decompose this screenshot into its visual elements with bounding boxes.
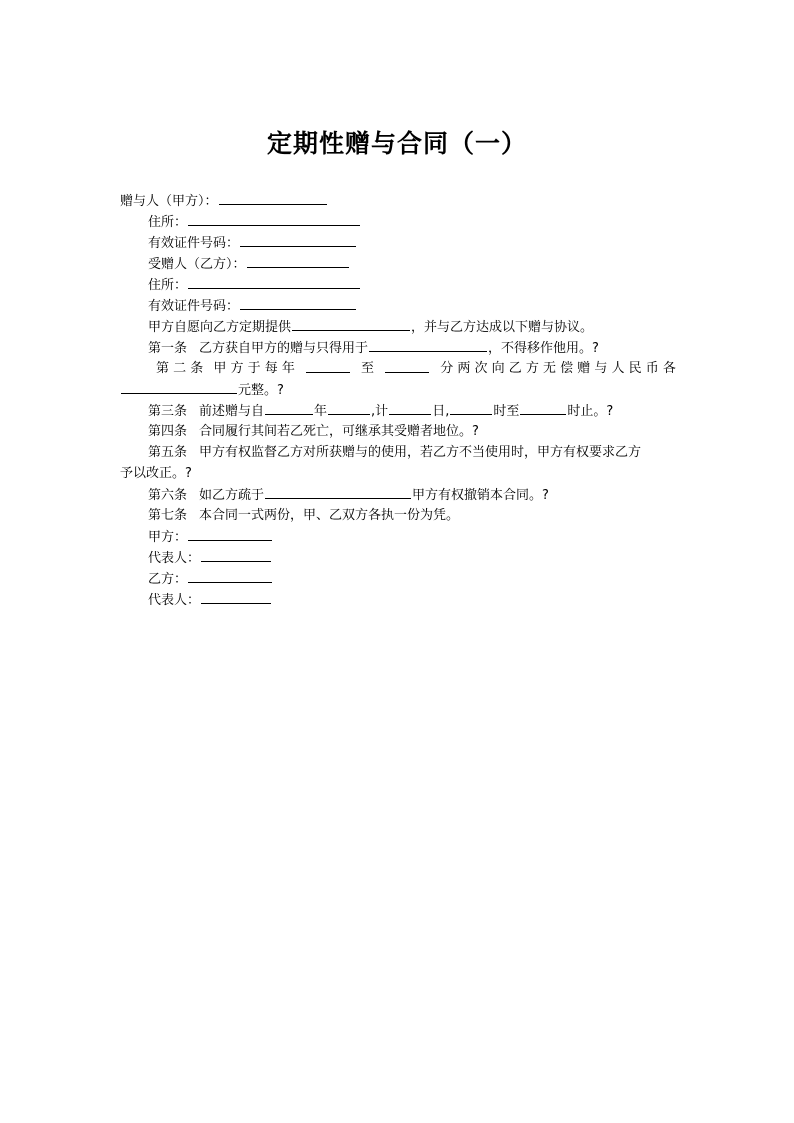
signature-party-a-blank[interactable] [188, 526, 272, 541]
intro-text-b: ，并与乙方达成以下赠与协议。 [411, 320, 594, 335]
article-3-text-f: 时止。? [567, 404, 614, 419]
article-2-blank-1[interactable] [306, 358, 350, 373]
article-3-text-d: 日, [432, 404, 450, 419]
donor-id-blank[interactable] [240, 232, 356, 247]
signature-party-b-label: 乙方： [148, 572, 188, 587]
article-6-text-a: 如乙方疏于 [199, 488, 265, 503]
signature-rep-b-blank[interactable] [201, 589, 271, 604]
article-3-text-a: 前述赠与自 [199, 404, 265, 419]
article-5-text-2: 予以改正。? [120, 466, 192, 481]
article-6-text-b: 甲方有权撤销本合同。? [412, 488, 549, 503]
article-1-text-a: 乙方获自甲方的赠与只得用于 [199, 341, 369, 356]
article-3-text-b: 年 [314, 404, 328, 419]
intro-line [120, 316, 676, 337]
intro-text-a: 甲方自愿向乙方定期提供 [148, 320, 292, 335]
article-5-text-1: 甲方有权监督乙方对所获赠与的使用，若乙方不当使用时，甲方有权要求乙方 [199, 445, 642, 460]
donee-blank[interactable] [247, 253, 349, 268]
donee-id-label: 有效证件号码： [148, 299, 240, 314]
article-4 [120, 421, 676, 442]
document-title: 定期性赠与合同（一） [266, 129, 527, 158]
signature-party-a-label: 甲方： [148, 530, 188, 545]
article-5-line-1 [120, 442, 676, 463]
signature-party-a [120, 526, 676, 547]
donor-address-label: 住所： [148, 215, 188, 230]
article-2-text-c: 分 两 次 向 乙 方 无 偿 赠 与 人 民 币 各 [440, 361, 676, 376]
donee-id-blank[interactable] [240, 295, 356, 310]
donee-label: 受赠人（乙方）： [148, 257, 246, 272]
signature-rep-a-label: 代表人： [148, 551, 201, 566]
article-3-blank-year[interactable] [265, 400, 313, 415]
signature-rep-b-label: 代表人： [148, 593, 201, 608]
article-2-amount-blank[interactable] [121, 379, 237, 394]
donor-line [120, 190, 676, 211]
donor-address-blank[interactable] [188, 211, 360, 226]
article-2-text-d: 元整。? [238, 383, 284, 398]
article-3-text-e: 时至 [493, 404, 520, 419]
article-1-blank[interactable] [369, 337, 487, 352]
article-3-text-c: ,计 [371, 404, 389, 419]
article-2-line-2 [120, 379, 676, 400]
article-5-line-2 [120, 463, 676, 484]
signature-party-b-blank[interactable] [188, 568, 272, 583]
article-3-blank-2[interactable] [328, 400, 370, 415]
donee-address-line [120, 274, 676, 295]
article-6-blank[interactable] [265, 484, 411, 499]
donor-address-line [120, 211, 676, 232]
signature-rep-a-blank[interactable] [201, 547, 271, 562]
donee-line [120, 253, 676, 274]
donee-address-label: 住所： [148, 278, 188, 293]
article-2-line-1 [120, 358, 676, 379]
article-3-number: 第三条 [148, 404, 188, 419]
donor-blank[interactable] [219, 190, 327, 205]
article-3-blank-4[interactable] [450, 400, 492, 415]
article-2-text-b: 至 [361, 361, 375, 376]
article-7-text: 本合同一式两份，甲、乙双方各执一份为凭。 [199, 508, 460, 523]
signature-rep-b [120, 589, 676, 610]
article-2-text-a: 甲 方 于 每 年 [213, 361, 295, 376]
donee-address-blank[interactable] [188, 274, 360, 289]
donor-label: 赠与人（甲方）： [120, 194, 218, 209]
article-1-text-b: ，不得移作他用。? [488, 341, 599, 356]
donor-id-line [120, 232, 676, 253]
article-7 [120, 505, 676, 526]
article-4-text: 合同履行其间若乙死亡，可继承其受赠者地位。? [199, 424, 479, 439]
article-6 [120, 484, 676, 505]
article-7-number: 第七条 [148, 508, 188, 523]
article-5-number: 第五条 [148, 445, 188, 460]
article-3 [120, 400, 676, 421]
article-3-blank-days[interactable] [389, 400, 431, 415]
signature-party-b [120, 568, 676, 589]
article-2-blank-2[interactable] [385, 358, 429, 373]
article-1 [120, 337, 676, 358]
signature-rep-a [120, 547, 676, 568]
article-3-blank-5[interactable] [520, 400, 566, 415]
article-4-number: 第四条 [148, 424, 188, 439]
donor-id-label: 有效证件号码： [148, 236, 240, 251]
article-1-number: 第一条 [148, 341, 188, 356]
contract-body [120, 190, 676, 610]
donee-id-line [120, 295, 676, 316]
intro-blank[interactable] [292, 316, 410, 331]
article-2-number: 第 二 条 [156, 361, 204, 376]
article-6-number: 第六条 [148, 488, 188, 503]
